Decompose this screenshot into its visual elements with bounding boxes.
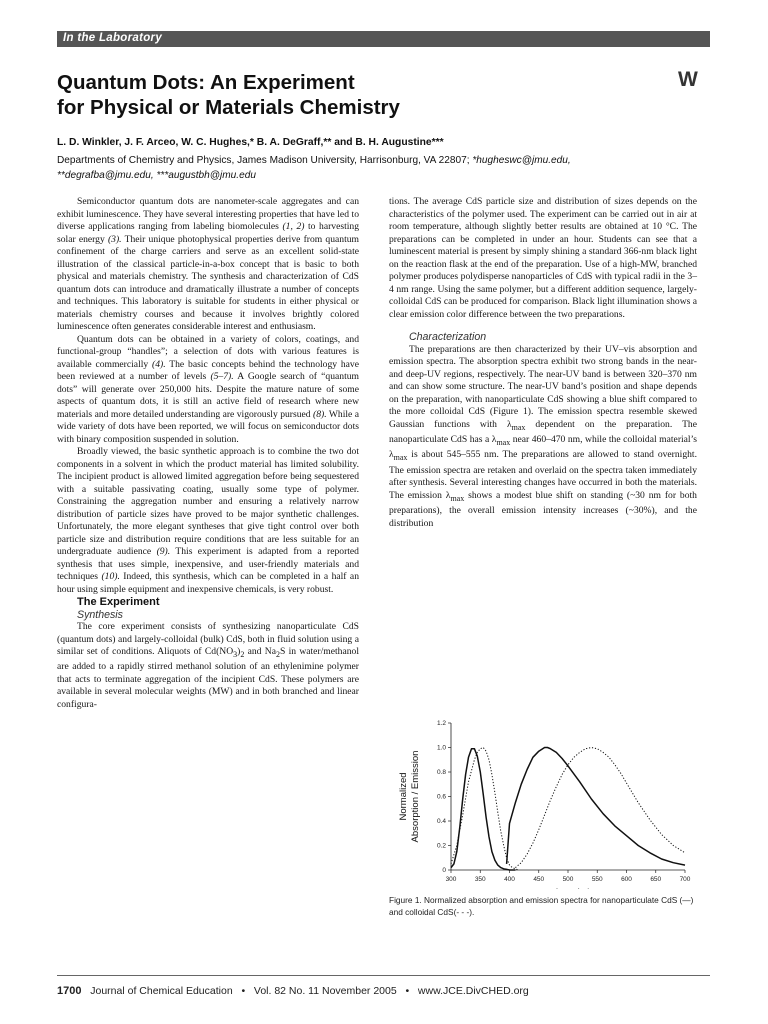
title-line-2: for Physical or Materials Chemistry [57,96,400,119]
journal-url[interactable]: www.JCE.DivCHED.org [417,985,529,997]
affiliation [57,153,571,183]
paragraph-synthetic-approach: Broadly viewed, the basic synthetic approach is to combine the two dot components in a solvent in which the product material has limited solubility. The incipient product is allowed limited aggregation before being sequestered with a suitable passivating coating, usually some type of polymer. Constraining the aggregation number and ensuring a relatively narrow distribution of particle sizes have proved to be major synthetic challenges. Unfortunately, the more elegant syntheses that give tight control over both particle size and distribution require conditions that are less suitable for an undergraduate audience (9). This experiment is adapted from a reported synthesis that uses simple, inexpensive, and user-friendly materials and techniques (10). Indeed, this synthesis, which can be completed in a half an hour using simple equipment and inexpensive chemicals, is very robust. [57,446,359,595]
citation[interactable]: (4). [152,358,166,370]
series-line-0 [451,749,515,870]
section-banner [57,31,710,47]
x-tick-label: 350 [474,876,486,883]
figure-caption: Figure 1. Normalized absorption and emission spectra for nanoparticulate CdS (—) and colloidal CdS(- - -). [389,895,694,917]
y-tick-label: 0 [442,867,446,875]
web-material-badge: W [678,68,696,91]
paragraph-characterization: The preparations are then characterized by their UV–vis absorption and emission spectra. The absorption spectra exhibit two strong bands in the near- and deep-UV regions, respectively. The near-UV band is between 320–370 nm and can show some structure. The near-UV band’s position and shape depends on the preparation, with nanoparticulate CdS showing a blue shift compared to the more colloidal CdS (Figure 1). The emission spectra resemble skewed Gaussian functions with $\lambda_{max}$ dependent on the preparation. The nanoparticulate CdS has a $\lambda_{max}$ near 460–470 nm, while the colloidal material’s $\lambda_{max}$ is about 545–555 nm. The preparations are allowed to stand overnight. The emission spectra are retaken and overlaid on the spectra taken immediately after synthesis. Several interesting changes have occurred in both the materials. The emission $\lambda_{max}$ shows a modest blue shift on standing (~30 nm for both preparations), the overall emission intensity increases (~30%), and the distribution [389,343,697,529]
y-tick-label: 0.2 [436,842,446,850]
y-tick-label: 0.8 [436,769,446,777]
series-line-2 [507,748,685,866]
page-footer [57,975,710,1006]
y-tick-label: 1.2 [436,720,446,728]
affiliation-text: Departments of Chemistry and Physics, James Madison University, Harrisonburg, VA 22807; [57,155,473,166]
x-axis-label [531,888,606,889]
journal-volume: Vol. 82 No. 11 November 2005 [253,985,397,997]
x-tick-label: 300 [445,876,457,883]
x-tick-label: 600 [621,876,632,883]
x-tick-label: 700 [679,876,691,883]
paragraph-quantum-dots: Quantum dots can be obtained in a variety of colors, coatings, and functional-group “handles”; a selection of dots with various features is available commercially (4). The basic concepts behind the technology have been reviewed at a number of levels (5–7). A Google search of “quantum dots” will generate over 250,000 hits. Despite the mature nature of some aspects of quantum dots, it is still an active field of research where new materials and more detailed understanding are vigorously pursued (8). While a wide variety of dots have been reported, we will focus on semiconductor dots with binary composition suspended in solution. [57,333,359,445]
y-axis-label-line2: Absorption / Emission [410,750,421,843]
email-hughes[interactable]: *hugheswc@jmu.edu, [472,155,571,166]
heading-characterization: Characterization [409,331,487,343]
footer-bullet: • [241,985,246,997]
heading-the-experiment: The Experiment [77,596,160,608]
citation[interactable]: (5–7). [210,371,234,382]
title-line-1: Quantum Dots: An Experiment [57,71,355,94]
journal-name: Journal of Chemical Education [90,985,233,997]
heading-synthesis: Synthesis [77,608,123,621]
section-label: In the Laboratory [63,32,163,44]
citation[interactable]: (1, 2) [282,221,305,232]
citation[interactable]: (9). [156,546,171,557]
author-list: L. D. Winkler, J. F. Arceo, W. C. Hughes,* B. A. DeGraff,** and B. H. Augustine*** [57,137,444,148]
series-line-3 [515,748,685,868]
figure-1-spectra-chart [389,713,699,889]
y-tick-label: 0.4 [436,818,446,826]
left-column [57,196,359,711]
y-axis-label-line1: Normalized [398,772,409,821]
x-tick-label: 550 [591,876,603,883]
paragraph-polymer-configurations: tions. The average CdS particle size and distribution of sizes depends on the characteristics of the polymer used. The experiment can be carried out in air at room temperature, although slightly better results are obtained at 10 °C. The preparations can be completed in under an hour. Students can see that a luminescent material is present by simply shining a standard 366-nm black light on the reaction flask at the end of the preparation. Use of a high-MW, branched polymer produces polydisperse nanoparticles of CdS with typical radii in the 3–4 nm range. Using the same polymer, but a different addition sequence, largely-colloidal CdS can be produced for comparison. Black light illumination shows a clear emission color difference between the two preparations. [389,196,698,320]
article-title [57,70,617,120]
x-tick-label: 450 [533,876,545,883]
page-number: 1700 [57,985,82,997]
right-column [389,196,697,530]
y-tick-label: 1.0 [436,744,446,752]
citation[interactable]: (8). [313,408,327,420]
paragraph-core-experiment: The core experiment consists of synthesizing nanoparticulate CdS (quantum dots) and largely-colloidal (bulk) CdS, both in fluid solution using a similar set of conditions. Aliquots of $Cd(NO_3)_2$ and $Na_2S$ in water/methanol are added to a rapidly stirred methanol solution of an ethylenimine polymer that acts to terminate aggregation of the incipient CdS. These polymers are available in several molecular weights (MW) and in both branched and linear configura- [57,621,359,710]
email-degraff-augustine[interactable]: **degrafba@jmu.edu, ***augustbh@jmu.edu [57,170,256,181]
paragraph-intro: Semiconductor quantum dots are nanometer-scale aggregates and can exhibit luminescence. They have several interesting properties that have led to diverse applications ranging from labeling biomolecules (1, 2) to harvesting solar energy (3). Their unique photophysical properties derive from quantum confinement of the charge carriers and serve as an excellent solid-state illustration of the classical particle-in-a-box concept that is basic to both physical and materials chemistry. The synthesis and characterization of CdS quantum dots can introduce and dramatically illustrate a number of concepts and techniques. This laboratory is suitable for students in either physical or materials chemistry courses and because it involves brightly colored luminescence often generates considerable interest and enthusiasm. [57,196,359,332]
citation[interactable]: (3). [107,233,122,245]
x-tick-label: 500 [562,876,574,883]
x-tick-label: 400 [504,876,515,883]
citation[interactable]: (10). [101,571,120,582]
y-tick-label: 0.6 [436,793,446,801]
x-tick-label: 650 [650,876,662,883]
footer-bullet: • [405,985,410,997]
